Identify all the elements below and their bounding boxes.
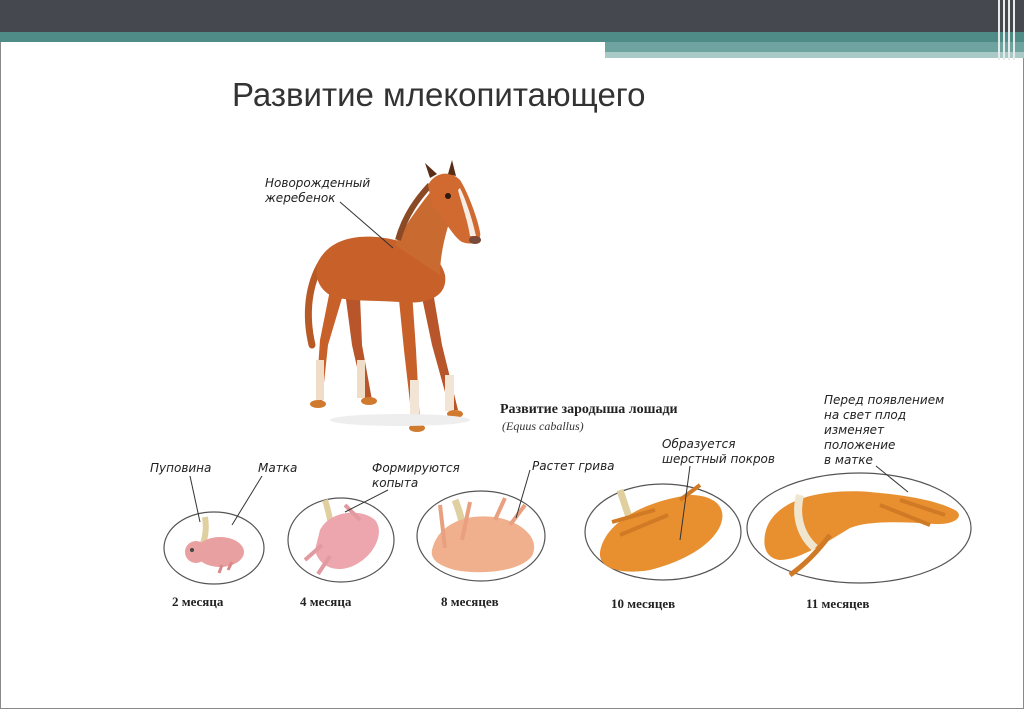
label-position-line2: на свет плод [824,408,907,422]
label-coat-line1: Образуется [662,437,736,451]
figure-heading: Развитие зародыша лошади [500,402,678,417]
label-position-line5: в матке [824,453,873,467]
stage-caption: 4 месяца [300,594,352,609]
foal-label-line1: Новорожденный [265,176,371,190]
stage-caption: 10 месяцев [611,596,676,611]
label-uterus: Матка [258,461,298,475]
figure-latin-name: (Equus caballus) [502,419,584,433]
label-umbilical: Пуповина [150,461,212,475]
stage-10-months [585,484,741,580]
label-position-line3: изменяет [824,423,885,437]
stage-2-months [164,512,264,584]
foal-label-line2: жеребенок [265,191,336,205]
label-position-line4: положение [824,438,896,452]
label-hooves-line1: Формируются [372,461,460,475]
stage-11-months [747,473,971,583]
stage-caption: 8 месяцев [441,594,499,609]
stage-caption: 11 месяцев [806,596,870,611]
slide-title: Развитие млекопитающего [232,76,646,113]
stage-8-months [417,491,545,581]
stage-4-months [288,498,394,582]
label-coat-line2: шерстный покров [662,452,775,466]
label-mane: Растет грива [532,459,615,473]
label-position-line1: Перед появлением [824,393,945,407]
stage-caption: 2 месяца [172,594,224,609]
label-hooves-line2: копыта [372,476,419,490]
